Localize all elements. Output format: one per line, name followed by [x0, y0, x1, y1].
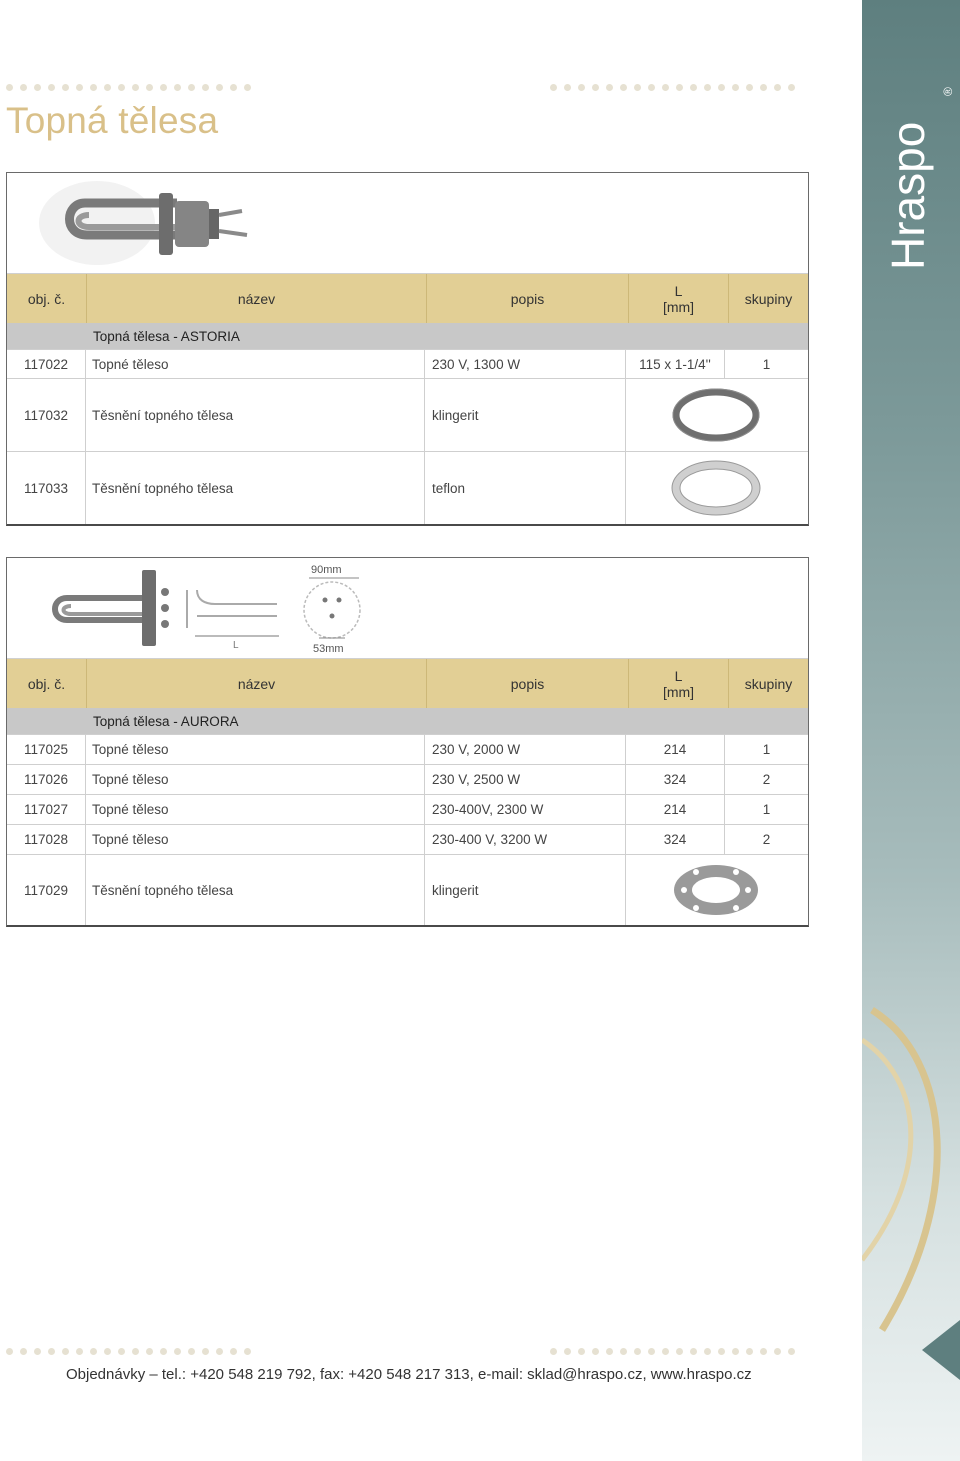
length-label: L: [233, 640, 239, 651]
table-row: 117029 Těsnění topného tělesa klingerit: [7, 854, 808, 925]
group-header: Topná tělesa - ASTORIA: [7, 323, 808, 349]
col-obj-header: obj. č.: [7, 274, 87, 323]
brand-logo-text: Hraspo: [882, 121, 934, 270]
product-image-row: [7, 173, 808, 274]
dots-bottom-right: [550, 1348, 795, 1356]
table-row: 117032 Těsnění topného tělesa klingerit: [7, 378, 808, 451]
table-row: 117025 Topné těleso 230 V, 2000 W 214 1: [7, 734, 808, 764]
dimension-53mm-label: 53mm: [313, 643, 344, 655]
page-title: Topná tělesa: [6, 100, 219, 141]
heating-element-image: [37, 173, 297, 273]
col-skupiny-header: skupiny: [744, 290, 793, 307]
col-nazev-header: název: [87, 659, 427, 708]
col-L-header: L [mm]: [629, 274, 729, 323]
gasket-flange-image: [666, 860, 766, 920]
group-header: Topná tělesa - AURORA: [7, 708, 808, 734]
table-row: 117033 Těsnění topného tělesa teflon: [7, 451, 808, 524]
col-obj-header: obj. č.: [7, 659, 87, 708]
brand-sidebar: [862, 0, 960, 1461]
gasket-teflon-image: [666, 458, 766, 518]
brand-swoosh-graphic: [862, 0, 960, 1461]
product-table-astoria: [6, 172, 809, 526]
dimension-90mm-label: 90mm: [311, 564, 342, 576]
gasket-image-cell: [626, 379, 806, 451]
col-popis-header: popis: [427, 274, 629, 323]
table-row: 117026 Topné těleso 230 V, 2500 W 324 2: [7, 764, 808, 794]
table-header: [7, 659, 808, 708]
gasket-image-cell: [626, 855, 806, 925]
heating-element-diagram: [47, 558, 387, 658]
dots-bottom-left: [6, 1348, 251, 1356]
gasket-klingerit-image: [666, 385, 766, 445]
table-row: 117027 Topné těleso 230-400V, 2300 W 214 1: [7, 794, 808, 824]
dots-top-right: [550, 84, 795, 92]
product-image-row: [7, 558, 808, 659]
table-header: [7, 274, 808, 323]
registered-mark: ®: [941, 87, 955, 96]
dots-top-left: [6, 84, 251, 92]
col-skupiny-header: skupiny: [744, 675, 793, 692]
col-L-header: L [mm]: [629, 659, 729, 708]
footer-contact: Objednávky – tel.: +420 548 219 792, fax: +420 548 217 313, e-mail: sklad@hraspo.cz, www.hraspo.cz: [66, 1366, 752, 1383]
gasket-image-cell: [626, 452, 806, 524]
col-popis-header: popis: [427, 659, 629, 708]
table-row: 117022 Topné těleso 230 V, 1300 W 115 x 1-1/4'' 1: [7, 349, 808, 378]
col-nazev-header: název: [87, 274, 427, 323]
table-row: 117028 Topné těleso 230-400 V, 3200 W 324 2: [7, 824, 808, 854]
product-table-aurora: [6, 557, 809, 927]
